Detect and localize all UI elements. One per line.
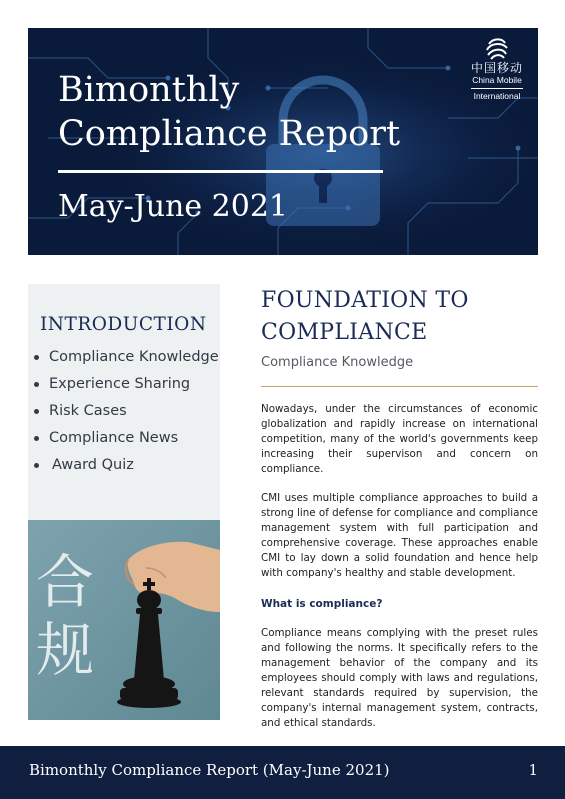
title-divider xyxy=(58,170,383,173)
report-title-line2: Compliance Report xyxy=(58,114,401,154)
company-logo xyxy=(464,36,530,116)
paragraph-approach: CMI uses multiple compliance approaches to build a strong line of defense for compliance and compliance management system with full participation and comprehensive coverage. These approaches enable CMI to lay down a solid foundation and hence help with company's healthy and stable development. xyxy=(261,492,538,579)
article-title xyxy=(261,285,541,349)
list-item xyxy=(28,344,219,371)
list-item xyxy=(28,371,219,398)
logo-divider xyxy=(471,88,523,89)
bullet-icon xyxy=(34,436,39,441)
report-title xyxy=(58,68,400,156)
page-footer xyxy=(0,746,565,799)
article-title-line2: COMPLIANCE xyxy=(261,320,428,345)
article-subtitle: Compliance Knowledge xyxy=(261,355,414,370)
logo-name-cn: 中国移动 xyxy=(470,61,523,75)
list-item xyxy=(28,398,219,425)
cover-banner xyxy=(28,28,538,255)
report-title-line1: Bimonthly xyxy=(58,70,240,110)
list-item-label: Risk Cases xyxy=(49,403,127,419)
bullet-icon xyxy=(34,355,39,360)
photo-caption-char-2: 规 xyxy=(36,616,95,684)
chess-hand-image xyxy=(28,520,220,720)
paragraph-intro: Nowadays, under the circumstances of economic globalization and rapidly increase on international competition, many of the world's governments keep increasing their supervison and concern on compliance. xyxy=(261,403,538,475)
list-item-label: Experience Sharing xyxy=(49,376,191,392)
list-item-label: Compliance Knowledge xyxy=(49,349,219,365)
logo-division: International xyxy=(473,91,521,101)
paragraph-definition: Compliance means complying with the preset rules and following the norms. It specifically refers to the management behavior of the company and its employees should comply with laws and regulations, relevant standards required by supervision, the company's internal management system, contracts, and ethical standards. xyxy=(261,627,538,729)
bullet-icon xyxy=(34,409,39,414)
question-heading: What is compliance? xyxy=(261,598,383,610)
logo-name-en: China Mobile xyxy=(472,75,522,85)
photo-caption-char-1: 合 xyxy=(36,548,95,616)
list-item-label: Award Quiz xyxy=(52,457,134,473)
section-divider xyxy=(261,386,538,387)
list-item xyxy=(28,425,219,452)
bullet-icon xyxy=(34,382,39,387)
article-title-line1: FOUNDATION TO xyxy=(261,288,469,313)
page-number: 1 xyxy=(528,761,538,779)
list-item-label: Compliance News xyxy=(49,430,179,446)
introduction-heading: INTRODUCTION xyxy=(40,314,207,335)
introduction-panel xyxy=(28,284,220,720)
introduction-list xyxy=(28,344,219,479)
compliance-photo xyxy=(28,520,220,720)
footer-title: Bimonthly Compliance Report (May-June 2021) xyxy=(29,761,390,779)
report-period: May-June 2021 xyxy=(58,189,288,224)
bullet-icon xyxy=(34,463,39,468)
list-item xyxy=(28,452,219,479)
china-mobile-logo-icon xyxy=(484,36,510,62)
